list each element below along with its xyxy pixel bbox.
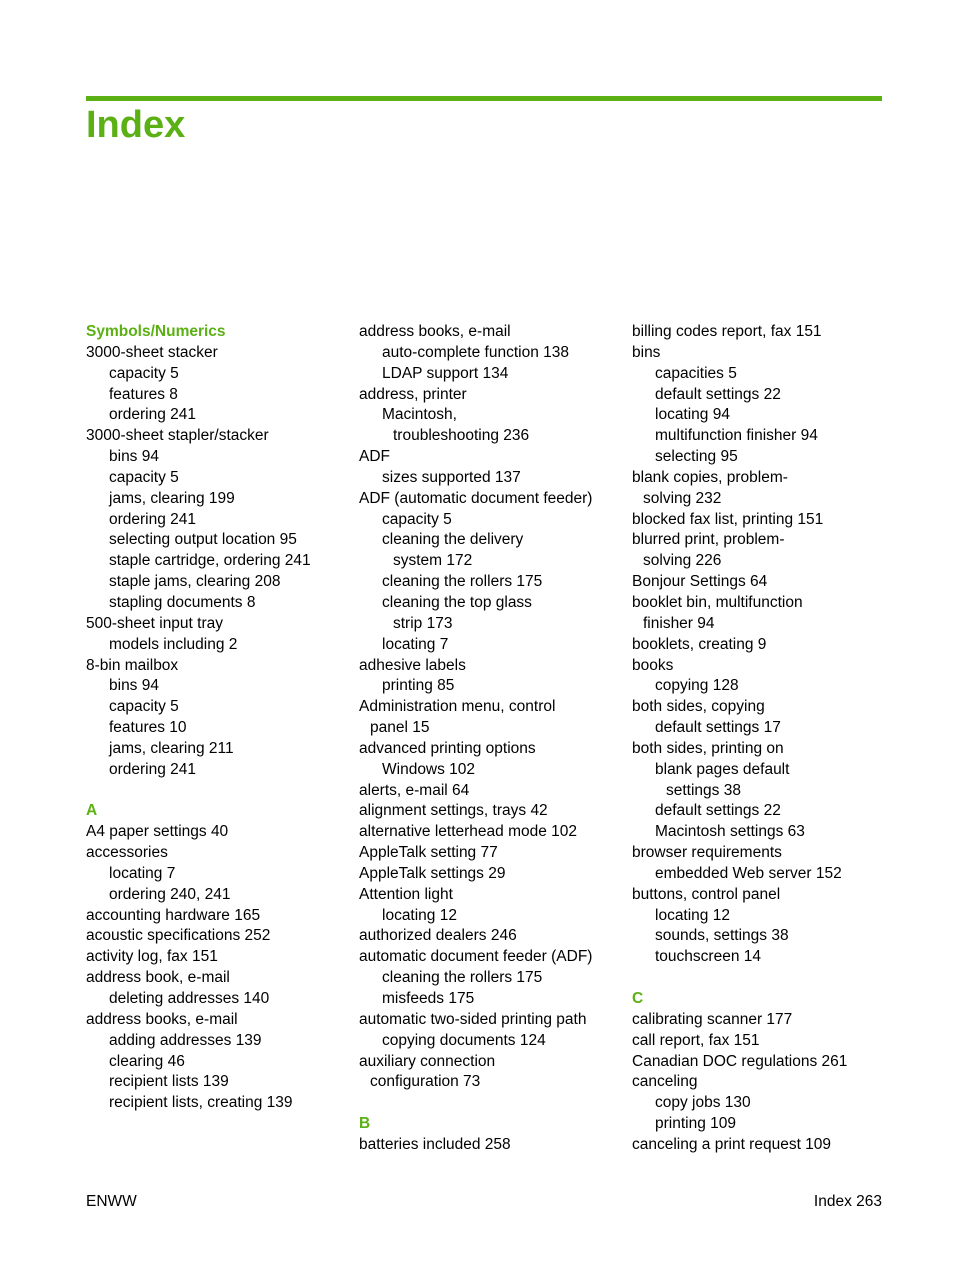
index-subentry: default settings 17 [655, 719, 781, 737]
index-entry: alternative letterhead mode 102 [359, 823, 578, 841]
index-subentry: staple cartridge, ordering 241 [109, 552, 311, 570]
index-subentry: LDAP support 134 [382, 364, 509, 382]
index-subentry: staple jams, clearing 208 [109, 573, 281, 591]
footer-right: Index 263 [813, 1193, 882, 1210]
index-column-2 [359, 322, 592, 1156]
index-entry: canceling a print request 109 [632, 1135, 832, 1153]
index-entry: ADF [359, 448, 390, 466]
index-subentry: copying 128 [655, 677, 739, 695]
index-entry: automatic document feeder (ADF) [359, 948, 593, 966]
index-subentry: selecting 95 [655, 448, 738, 466]
index-entry: blank copies, problem- [632, 468, 788, 486]
index-entry: alignment settings, trays 42 [359, 802, 548, 820]
index-entry: activity log, fax 151 [86, 948, 218, 966]
index-subentry: blank pages default [655, 760, 790, 778]
index-entry-continuation: panel 15 [370, 719, 430, 737]
index-subentry: ordering 241 [109, 510, 197, 528]
index-subentry-continuation: settings 38 [666, 781, 741, 799]
index-entry: adhesive labels [359, 656, 466, 674]
index-subentry: selecting output location 95 [109, 531, 297, 549]
index-entry: Bonjour Settings 64 [632, 573, 768, 591]
index-entry: 500-sheet input tray [86, 614, 224, 632]
index-subentry: sizes supported 137 [382, 468, 521, 486]
index-subentry: recipient lists 139 [109, 1073, 229, 1091]
index-subentry: locating 12 [382, 906, 457, 924]
index-subentry-continuation: strip 173 [393, 614, 453, 632]
index-entry: A4 paper settings 40 [86, 823, 229, 841]
index-entry: both sides, copying [632, 698, 765, 716]
index-entry-continuation: solving 232 [643, 489, 722, 507]
index-subentry: auto-complete function 138 [382, 343, 569, 361]
index-entry: calibrating scanner 177 [632, 1010, 793, 1028]
index-spacer [359, 1093, 592, 1114]
index-subentry: Macintosh, [382, 406, 457, 424]
index-spacer [632, 968, 847, 989]
index-subentry: ordering 241 [109, 760, 197, 778]
index-subentry: stapling documents 8 [109, 593, 256, 611]
index-subentry: models including 2 [109, 635, 238, 653]
index-column-3 [632, 322, 847, 1156]
index-entry: address books, e-mail [359, 323, 511, 340]
index-entry: buttons, control panel [632, 885, 781, 903]
index-entry: batteries included 258 [359, 1135, 511, 1153]
index-subentry: cleaning the rollers 175 [382, 573, 543, 591]
index-entry-continuation: finisher 94 [643, 614, 715, 632]
index-subentry: printing 85 [382, 677, 455, 695]
index-subentry: jams, clearing 199 [109, 489, 235, 507]
index-subentry: capacity 5 [109, 364, 179, 382]
index-spacer [86, 781, 311, 802]
index-entry: call report, fax 151 [632, 1031, 760, 1049]
index-subentry: ordering 240, 241 [109, 885, 231, 903]
index-subentry: features 8 [109, 385, 178, 403]
index-subentry: cleaning the delivery [382, 531, 524, 549]
index-subentry: printing 109 [655, 1115, 737, 1133]
index-subentry: cleaning the rollers 175 [382, 969, 543, 987]
index-entry: advanced printing options [359, 739, 536, 757]
index-entry: Canadian DOC regulations 261 [632, 1052, 848, 1070]
index-entry: booklets, creating 9 [632, 635, 767, 653]
index-subentry: locating 7 [382, 635, 449, 653]
index-entry: accessories [86, 844, 168, 862]
index-entry: 8-bin mailbox [86, 656, 179, 674]
index-subentry: capacity 5 [382, 510, 452, 528]
index-subentry: capacities 5 [655, 364, 737, 382]
index-entry: accounting hardware 165 [86, 906, 261, 924]
index-entry: address book, e-mail [86, 969, 230, 987]
index-subentry: touchscreen 14 [655, 948, 761, 966]
index-entry: 3000-sheet stapler/stacker [86, 427, 269, 445]
index-subentry: Windows 102 [382, 760, 476, 778]
index-entry: automatic two-sided printing path [359, 1010, 587, 1028]
index-subentry: locating 12 [655, 906, 730, 924]
index-subentry: sounds, settings 38 [655, 927, 789, 945]
index-entry: browser requirements [632, 844, 782, 862]
index-entry: alerts, e-mail 64 [359, 781, 470, 799]
index-letter-heading: B [359, 1115, 371, 1133]
index-entry: address, printer [359, 385, 467, 403]
index-entry: auxiliary connection [359, 1052, 496, 1070]
index-subentry: default settings 22 [655, 802, 781, 820]
index-subentry-continuation: system 172 [393, 552, 473, 570]
index-subentry: deleting addresses 140 [109, 990, 270, 1007]
index-subentry: locating 94 [655, 406, 730, 424]
index-letter-heading: Symbols/Numerics [86, 323, 226, 340]
index-entry: books [632, 656, 674, 674]
index-entry: blocked fax list, printing 151 [632, 510, 824, 528]
index-entry: address books, e-mail [86, 1010, 238, 1028]
index-subentry: features 10 [109, 719, 187, 737]
footer-left: ENWW [86, 1193, 137, 1210]
index-subentry: clearing 46 [109, 1052, 185, 1070]
index-entry-continuation: solving 226 [643, 552, 722, 570]
title-rule [86, 96, 882, 101]
index-entry: Administration menu, control [359, 698, 556, 716]
index-subentry: embedded Web server 152 [655, 864, 842, 882]
index-subentry: recipient lists, creating 139 [109, 1094, 293, 1112]
index-entry: booklet bin, multifunction [632, 593, 803, 611]
index-subentry: misfeeds 175 [382, 990, 475, 1007]
index-entry: ADF (automatic document feeder) [359, 489, 593, 507]
index-subentry: copy jobs 130 [655, 1094, 751, 1112]
index-subentry: capacity 5 [109, 468, 179, 486]
index-letter-heading: A [86, 802, 98, 820]
page-title: Index [86, 104, 186, 146]
index-subentry-continuation: troubleshooting 236 [393, 427, 530, 445]
index-subentry: copying documents 124 [382, 1031, 546, 1049]
index-entry: Attention light [359, 885, 453, 903]
index-letter-heading: C [632, 990, 644, 1007]
index-subentry: ordering 241 [109, 406, 197, 424]
index-entry: bins [632, 343, 661, 361]
index-subentry: capacity 5 [109, 698, 179, 716]
index-entry: 3000-sheet stacker [86, 343, 218, 361]
index-entry: canceling [632, 1073, 698, 1091]
index-entry: both sides, printing on [632, 739, 784, 757]
index-column-1 [86, 322, 311, 1114]
index-entry: authorized dealers 246 [359, 927, 517, 945]
index-entry: AppleTalk setting 77 [359, 844, 498, 862]
index-subentry: bins 94 [109, 677, 159, 695]
index-subentry: locating 7 [109, 864, 176, 882]
index-entry: acoustic specifications 252 [86, 927, 271, 945]
index-subentry: default settings 22 [655, 385, 781, 403]
index-subentry: jams, clearing 211 [109, 739, 234, 757]
index-subentry: cleaning the top glass [382, 593, 532, 611]
index-subentry: Macintosh settings 63 [655, 823, 805, 841]
index-entry-continuation: configuration 73 [370, 1073, 481, 1091]
index-subentry: adding addresses 139 [109, 1031, 262, 1049]
index-entry: billing codes report, fax 151 [632, 323, 822, 340]
index-entry: AppleTalk settings 29 [359, 864, 506, 882]
index-subentry: multifunction finisher 94 [655, 427, 818, 445]
index-subentry: bins 94 [109, 448, 159, 466]
index-entry: blurred print, problem- [632, 531, 785, 549]
